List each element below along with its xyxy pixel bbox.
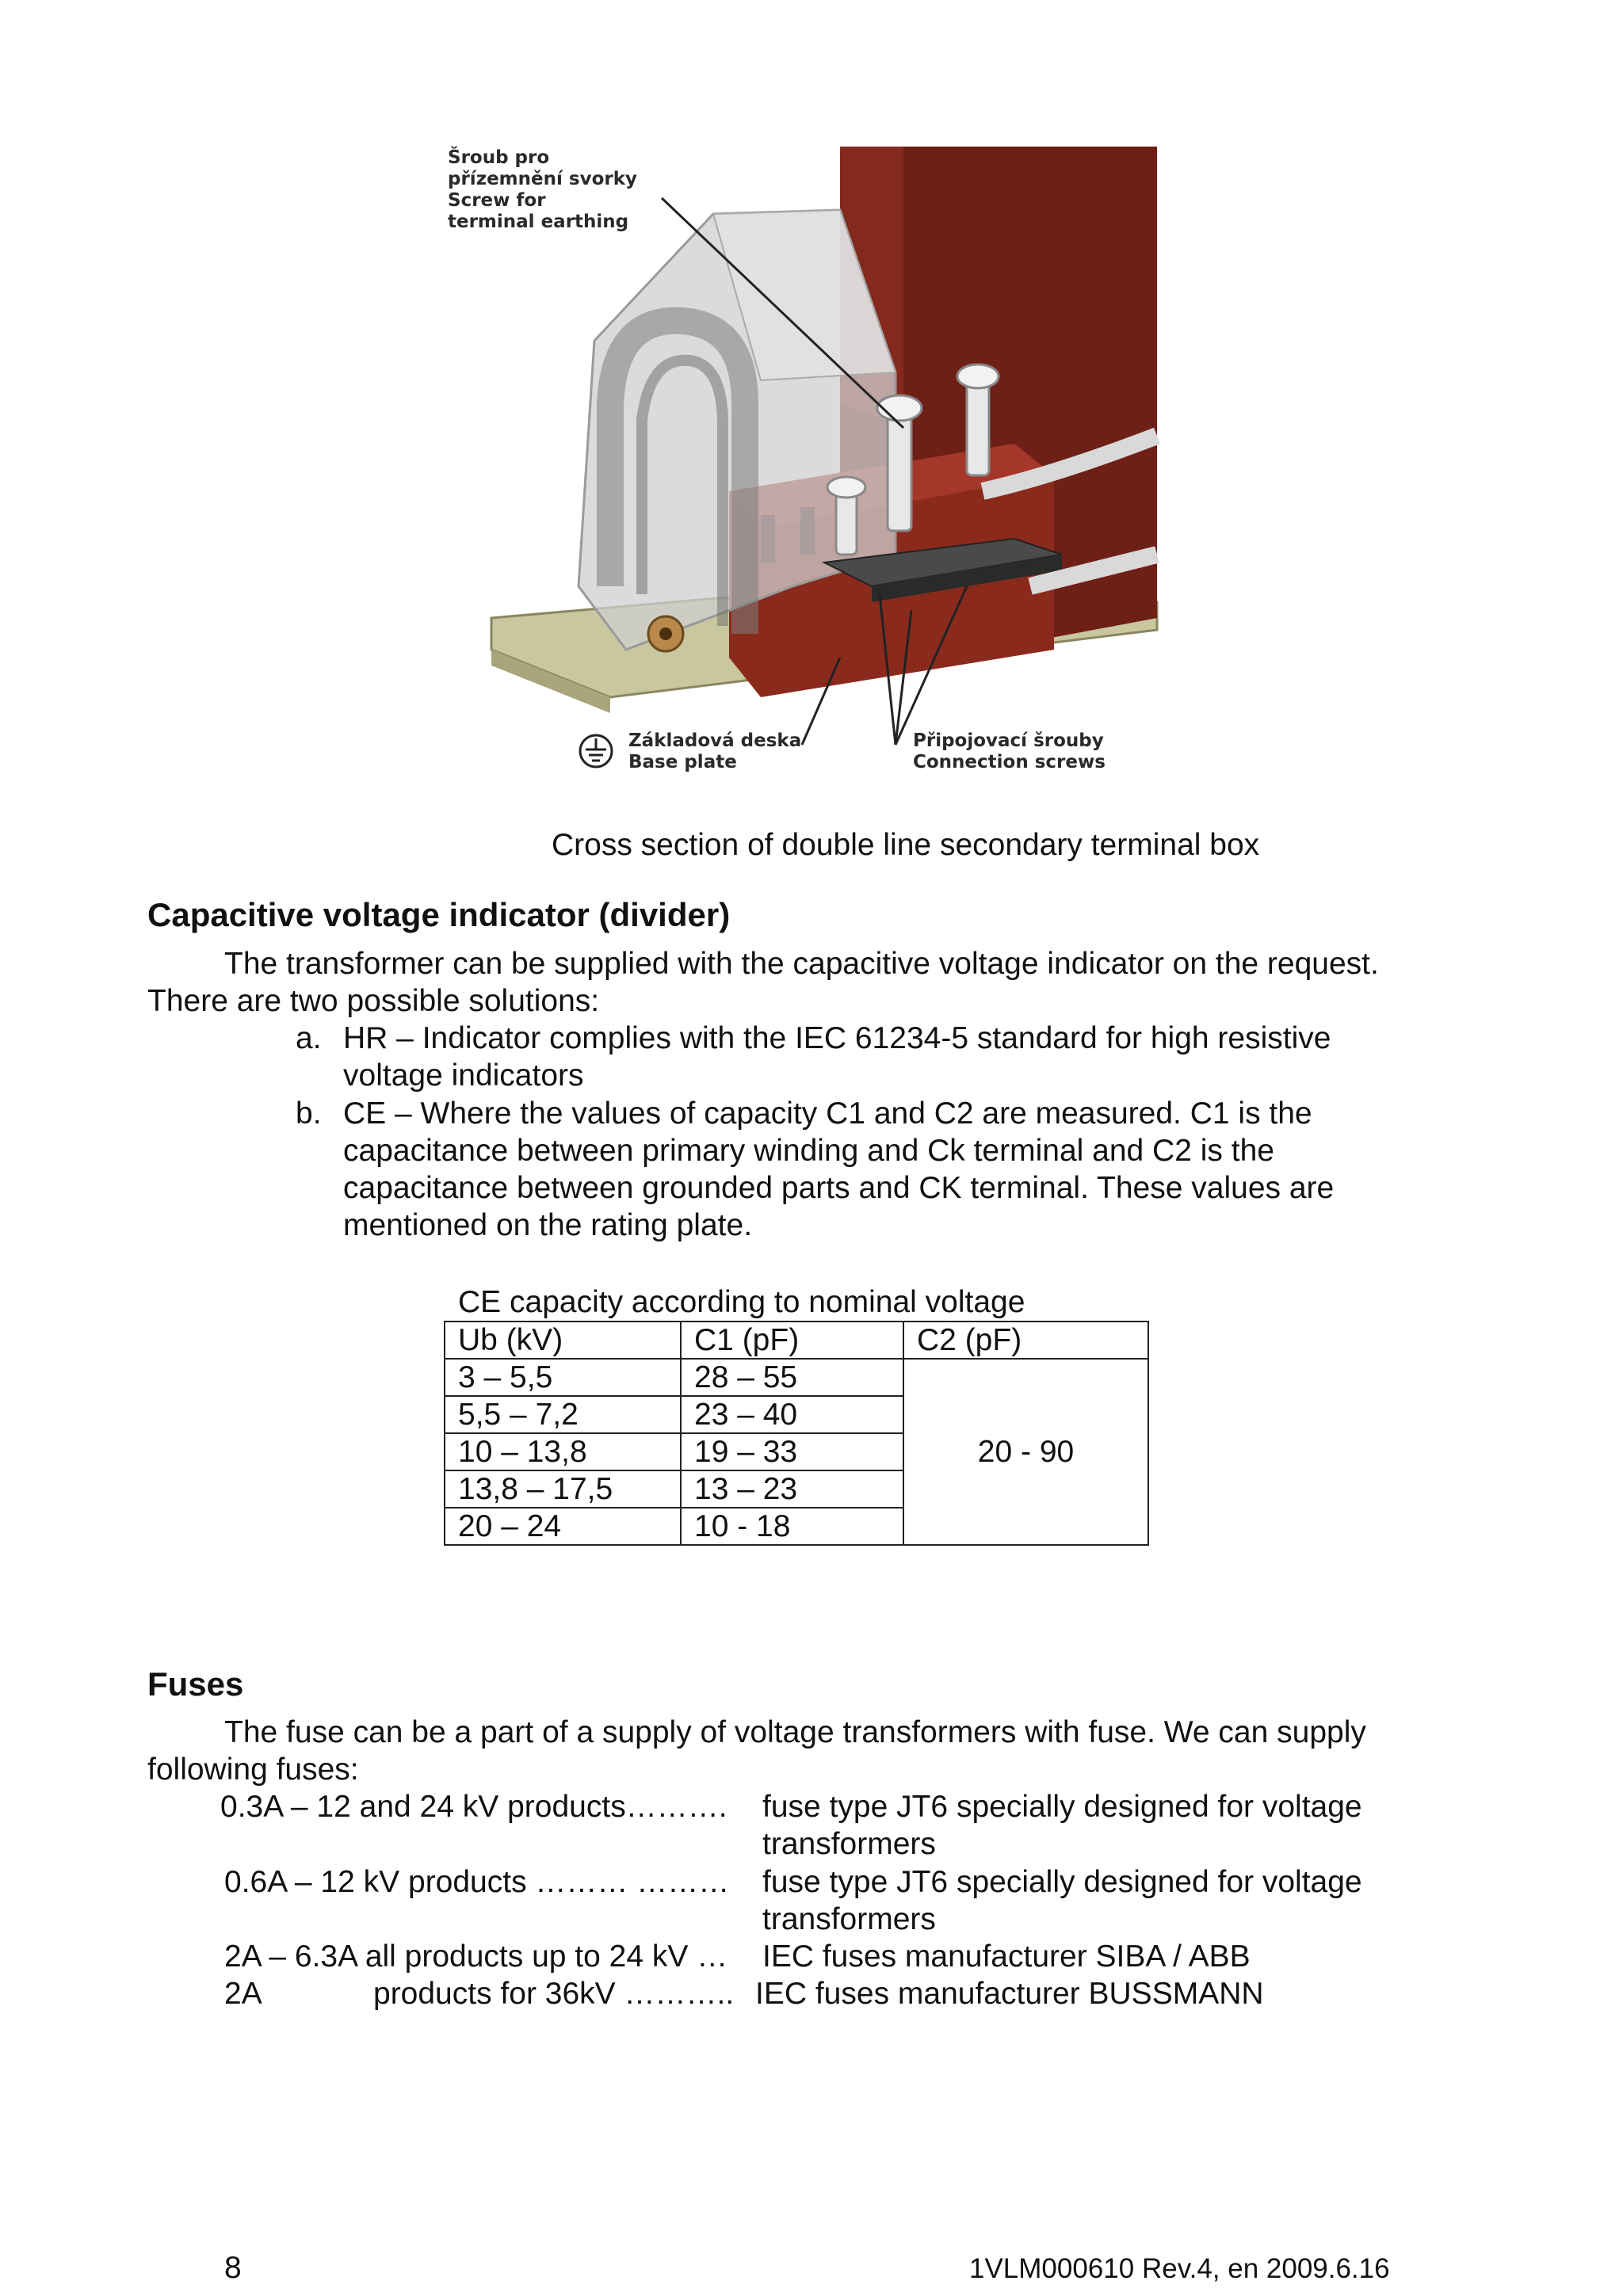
fuse-entry-4-left-a: 2A (224, 1977, 262, 2011)
section-heading-capacitive: Capacitive voltage indicator (divider) (147, 896, 731, 933)
capacitive-paragraph-line2: There are two possible solutions: (147, 984, 600, 1018)
table-cell-c1: 28 – 55 (681, 1359, 903, 1396)
label-base-cz: Základová deska (628, 730, 802, 751)
fuse-entry-4-left-b: products for 36kV ……….. (373, 1977, 735, 2011)
table-cell-c1: 23 – 40 (681, 1396, 903, 1433)
table-header-c1: C1 (pF) (681, 1322, 903, 1359)
fuse-entry-2-right: fuse type JT6 specially designed for voltage (762, 1865, 1362, 1899)
terminal-box-figure (428, 143, 1173, 792)
fuse-entry-1-right: fuse type JT6 specially designed for voltage (762, 1790, 1362, 1824)
label-earthing-en-1: Screw for (448, 190, 546, 211)
list-item-a-line2: voltage indicators (343, 1058, 584, 1093)
terminal-box-illustration (428, 143, 1173, 792)
table-header-c2: C2 (pF) (903, 1322, 1148, 1359)
ce-capacity-table (444, 1321, 1149, 1546)
label-base-plate (628, 730, 801, 773)
table-cell-ub: 13,8 – 17,5 (445, 1470, 681, 1508)
fuse-entry-4-right: IEC fuses manufacturer BUSSMANN (755, 1977, 1264, 2011)
table-cell-ub: 3 – 5,5 (445, 1359, 681, 1396)
table-cell-c2: 20 - 90 (903, 1359, 1148, 1545)
label-earthing-en-2: terminal earthing (448, 212, 629, 232)
table-cell-ub: 20 – 24 (445, 1508, 681, 1545)
document-id: 1VLM000610 Rev.4, en 2009.6.16 (969, 2253, 1390, 2284)
fuse-entry-1-cont: transformers (762, 1827, 936, 1861)
label-earthing-cz-2: přízemnění svorky (448, 169, 637, 189)
table-header-ub: Ub (kV) (445, 1322, 681, 1359)
list-item-b-marker: b. (296, 1097, 322, 1131)
list-item-b-line1: CE – Where the values of capacity C1 and C2 are measured. C1 is the (343, 1097, 1312, 1131)
label-conn-en: Connection screws (913, 752, 1106, 772)
list-item-a-marker: a. (296, 1021, 322, 1055)
fuse-entry-1-left: 0.3A – 12 and 24 kV products………. (220, 1790, 727, 1824)
table-cell-ub: 5,5 – 7,2 (445, 1396, 681, 1433)
fuse-entry-2-cont: transformers (762, 1902, 936, 1936)
table-header-row (445, 1322, 1148, 1359)
fuse-entry-2-left: 0.6A – 12 kV products ……… ……… (224, 1865, 730, 1899)
table-cell-c1: 19 – 33 (681, 1433, 903, 1470)
section-heading-fuses: Fuses (147, 1665, 244, 1703)
label-earthing-screw (448, 147, 637, 233)
label-connection-screws (913, 730, 1106, 773)
figure-caption: Cross section of double line secondary terminal box (552, 828, 1260, 862)
table-cell-c1: 10 - 18 (681, 1508, 903, 1545)
page-number: 8 (224, 2251, 242, 2285)
list-item-b-line4: mentioned on the rating plate. (343, 1208, 753, 1242)
list-item-b-line2: capacitance between primary winding and Ck terminal and C2 is the (343, 1134, 1274, 1168)
list-item-a-line1: HR – Indicator complies with the IEC 61234-5 standard for high resistive (343, 1021, 1331, 1055)
fuse-entry-3-left: 2A – 6.3A all products up to 24 kV … (224, 1939, 728, 1974)
label-earthing-cz-1: Šroub pro (448, 147, 550, 168)
fuses-paragraph-line1: The fuse can be a part of a supply of voltage transformers with fuse. We can supply (224, 1715, 1366, 1749)
table-cell-ub: 10 – 13,8 (445, 1433, 681, 1470)
label-conn-cz: Připojovací šrouby (913, 730, 1104, 751)
table-caption: CE capacity according to nominal voltage (458, 1285, 1025, 1319)
list-item-b-line3: capacitance between grounded parts and CK terminal. These values are (343, 1171, 1335, 1205)
capacitive-paragraph-line1: The transformer can be supplied with the capacitive voltage indicator on the request. (224, 947, 1379, 981)
table-cell-c1: 13 – 23 (681, 1470, 903, 1508)
fuse-entry-3-right: IEC fuses manufacturer SIBA / ABB (762, 1939, 1251, 1974)
table-row (445, 1359, 1148, 1396)
label-base-en: Base plate (628, 752, 737, 772)
fuses-paragraph-line2: following fuses: (147, 1753, 359, 1787)
